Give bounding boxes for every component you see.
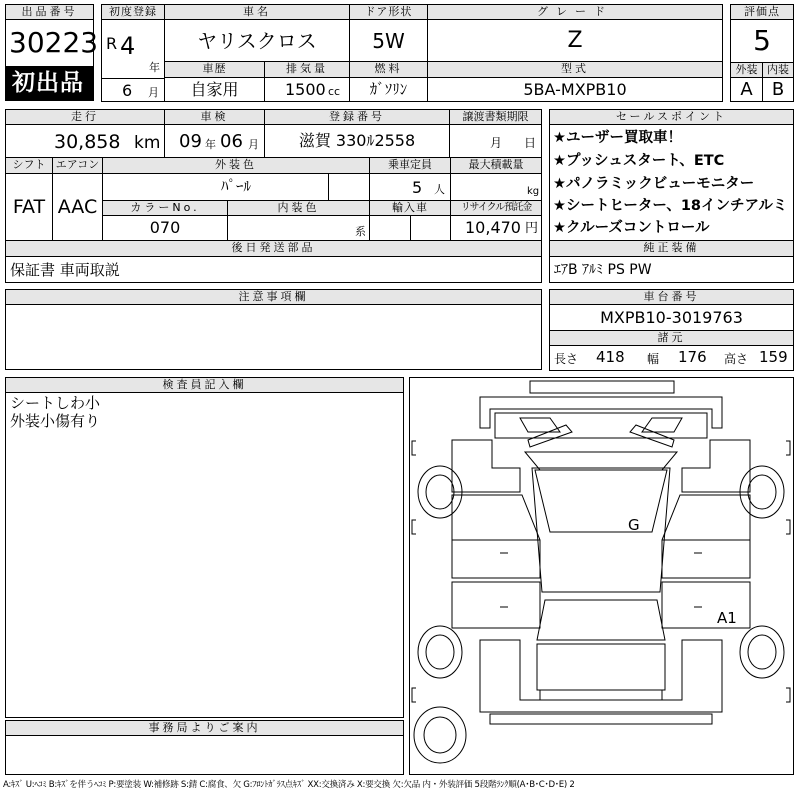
door-cell: [349, 19, 428, 62]
displacement-cell: [264, 77, 350, 102]
ext-color-sub-cell: [328, 173, 370, 201]
door-label: ドア形状: [349, 4, 428, 20]
first-reg-month-cell: [101, 78, 165, 102]
chassis-number: MXPB10-3019763: [600, 308, 743, 327]
width-value: 176: [678, 348, 707, 366]
notes-cell: [5, 304, 542, 370]
length-label: 長さ: [554, 352, 579, 366]
recycle-unit: 円: [525, 221, 539, 236]
sales-point: ★クルーズコントロール: [553, 220, 710, 236]
int-color-cell: [227, 215, 370, 241]
mileage-unit: km: [134, 133, 161, 153]
later-parts-cell: [5, 256, 542, 283]
transfer-deadline-day-unit: 日: [524, 136, 537, 150]
model-cell: [427, 77, 723, 102]
registration-cell: [264, 124, 450, 158]
inspector-note: シートしわ小: [10, 394, 101, 412]
chassis-cell: [549, 304, 794, 331]
dimensions-label: 諸元: [549, 330, 794, 346]
displacement-label: 排気量: [264, 61, 350, 78]
shift-cell: [5, 173, 53, 241]
sales-points-cell: [549, 124, 794, 241]
damage-mark-rear-quarter: A1: [717, 609, 737, 627]
fuel-cell: [349, 77, 428, 102]
later-parts-label: 後日発送部品: [5, 240, 542, 257]
car-diagram-frame: [409, 377, 794, 775]
int-color-unit: 系: [355, 225, 366, 238]
history-cell: [164, 77, 265, 102]
height-value: 159: [759, 348, 788, 366]
first-listing-badge: [5, 66, 94, 101]
notes-label: 注意事項欄: [5, 289, 542, 305]
car-diagram: [409, 377, 794, 775]
first-reg-year-cell: [101, 19, 165, 79]
displacement: 1500: [285, 80, 326, 99]
sales-point: ★パノラミックビューモニター: [553, 176, 755, 192]
inspection-year-unit: 年: [205, 138, 216, 151]
height-label: 高さ: [724, 352, 749, 366]
color-no-cell: [102, 215, 228, 241]
score-int-label: 内装: [762, 62, 794, 78]
car-name-cell: [164, 19, 350, 62]
fuel-label: 燃料: [349, 61, 428, 78]
door-type: 5W: [372, 29, 405, 53]
score-int-cell: [762, 77, 794, 102]
recycle-cell: [450, 215, 542, 241]
inspection-cell: [164, 124, 265, 158]
inspector-note: 外装小傷有り: [10, 412, 101, 430]
shift: FAT: [12, 196, 46, 218]
first-reg-label: 初度登録: [101, 4, 165, 20]
grade-label: グレード: [427, 4, 723, 20]
registration-number: 滋賀 330ﾙ2558: [298, 131, 416, 150]
aircon-label: エアコン: [52, 157, 103, 174]
color-no-label: カラーNo.: [102, 200, 228, 216]
history-label: 車歴: [164, 61, 265, 78]
mileage-cell: [5, 124, 165, 158]
score-int: B: [771, 79, 785, 100]
dimensions-cell: [549, 345, 794, 371]
first-reg-era: R: [106, 34, 118, 53]
inspection-month-unit: 月: [248, 138, 259, 151]
capacity: 5: [412, 178, 423, 197]
score-ext-cell: [730, 77, 763, 102]
car-name: ヤリスクロス: [197, 29, 317, 53]
score: 5: [753, 24, 771, 57]
first-reg-month-unit: 月: [148, 86, 159, 99]
inspection-year: 09: [179, 131, 202, 152]
lot-number: 30223: [9, 26, 99, 59]
aircon-cell: [52, 173, 103, 241]
model-label: 型式: [427, 61, 723, 78]
width-label: 幅: [647, 352, 660, 366]
capacity-unit: 人: [434, 183, 445, 196]
model-code: 5BA-MXPB10: [523, 80, 627, 99]
inspection-label: 車検: [164, 109, 265, 125]
transfer-deadline-label: 譲渡書類期限: [449, 109, 542, 125]
transfer-deadline-month-unit: 月: [490, 136, 503, 150]
length-value: 418: [596, 348, 625, 366]
displacement-unit: cc: [328, 85, 341, 98]
chassis-label: 車台番号: [549, 289, 794, 305]
import-car-label: 輸入車: [369, 200, 451, 216]
score-cell: [730, 19, 794, 63]
sales-point: ★シートヒーター、18インチアルミ: [553, 198, 788, 214]
recycle-label: リサイクル預託金: [450, 200, 542, 216]
car-name-label: 車名: [164, 4, 350, 20]
inspection-month: 06: [220, 131, 243, 152]
equipment: ｴｱB ｱﾙﾐ PS PW: [554, 262, 652, 278]
score-label: 評価点: [730, 4, 794, 20]
ext-color-label: 外装色: [102, 157, 370, 174]
fuel: ｶﾞｿﾘﾝ: [369, 80, 408, 98]
transfer-deadline-cell: [449, 124, 542, 158]
sales-point: ★プッシュスタート、ETC: [553, 153, 725, 169]
capacity-cell: [369, 173, 451, 201]
color-no: 070: [149, 218, 181, 237]
score-ext-label: 外装: [730, 62, 763, 78]
ext-color: ﾊﾟｰﾙ: [220, 177, 251, 195]
registration-label: 登録番号: [264, 109, 450, 125]
max-load-label: 最大積載量: [450, 157, 542, 174]
first-reg-month: 6: [122, 81, 133, 100]
max-load-cell: [450, 173, 542, 201]
inspector-cell: [5, 392, 404, 718]
mileage-label: 走行: [5, 109, 165, 125]
equipment-cell: [549, 256, 794, 283]
score-ext: A: [740, 79, 753, 100]
grade: Z: [567, 28, 583, 53]
lot-number-cell: [5, 19, 99, 67]
sales-point: ★ユーザー買取車！: [553, 130, 682, 146]
mileage: 30,858: [54, 131, 121, 153]
office-label: 事務局よりご案内: [5, 720, 404, 736]
first-listing-text: 初出品: [12, 70, 84, 96]
grade-cell: [427, 19, 723, 62]
aircon: AAC: [57, 196, 98, 218]
equipment-label: 純正装備: [549, 240, 794, 257]
sales-points-label: セールスポイント: [549, 109, 794, 125]
lot-number-label: 出品番号: [5, 4, 94, 20]
office-cell: [5, 735, 404, 775]
shift-label: シフト: [5, 157, 53, 174]
capacity-label: 乗車定員: [369, 157, 451, 174]
damage-mark-roof: G: [628, 516, 640, 534]
recycle-deposit: 10,470: [465, 218, 521, 237]
legend: A:ｷｽﾞ U:ﾍｺﾐ B:ｷｽﾞを伴うﾍｺﾐ P:要塗装 W:補修跡 S:錆 C:腐食、欠 G:ﾌﾛﾝﾄｶﾞﾗｽ点ｷｽﾞ XX:交換済み X:要交換 欠:欠品 内・外装評価 5段階ﾗﾝｸ順(A･B･C･D･E) 2: [3, 780, 575, 790]
later-parts: 保証書 車両取説: [10, 261, 120, 279]
history: 自家用: [190, 80, 239, 99]
int-color-label: 内装色: [227, 200, 370, 216]
import-car-sub-cell: [410, 215, 451, 241]
inspector-label: 検査員記入欄: [5, 377, 404, 393]
first-reg-year: 4: [120, 32, 136, 60]
first-reg-year-unit: 年: [149, 61, 160, 74]
max-load-unit: kg: [527, 186, 540, 197]
